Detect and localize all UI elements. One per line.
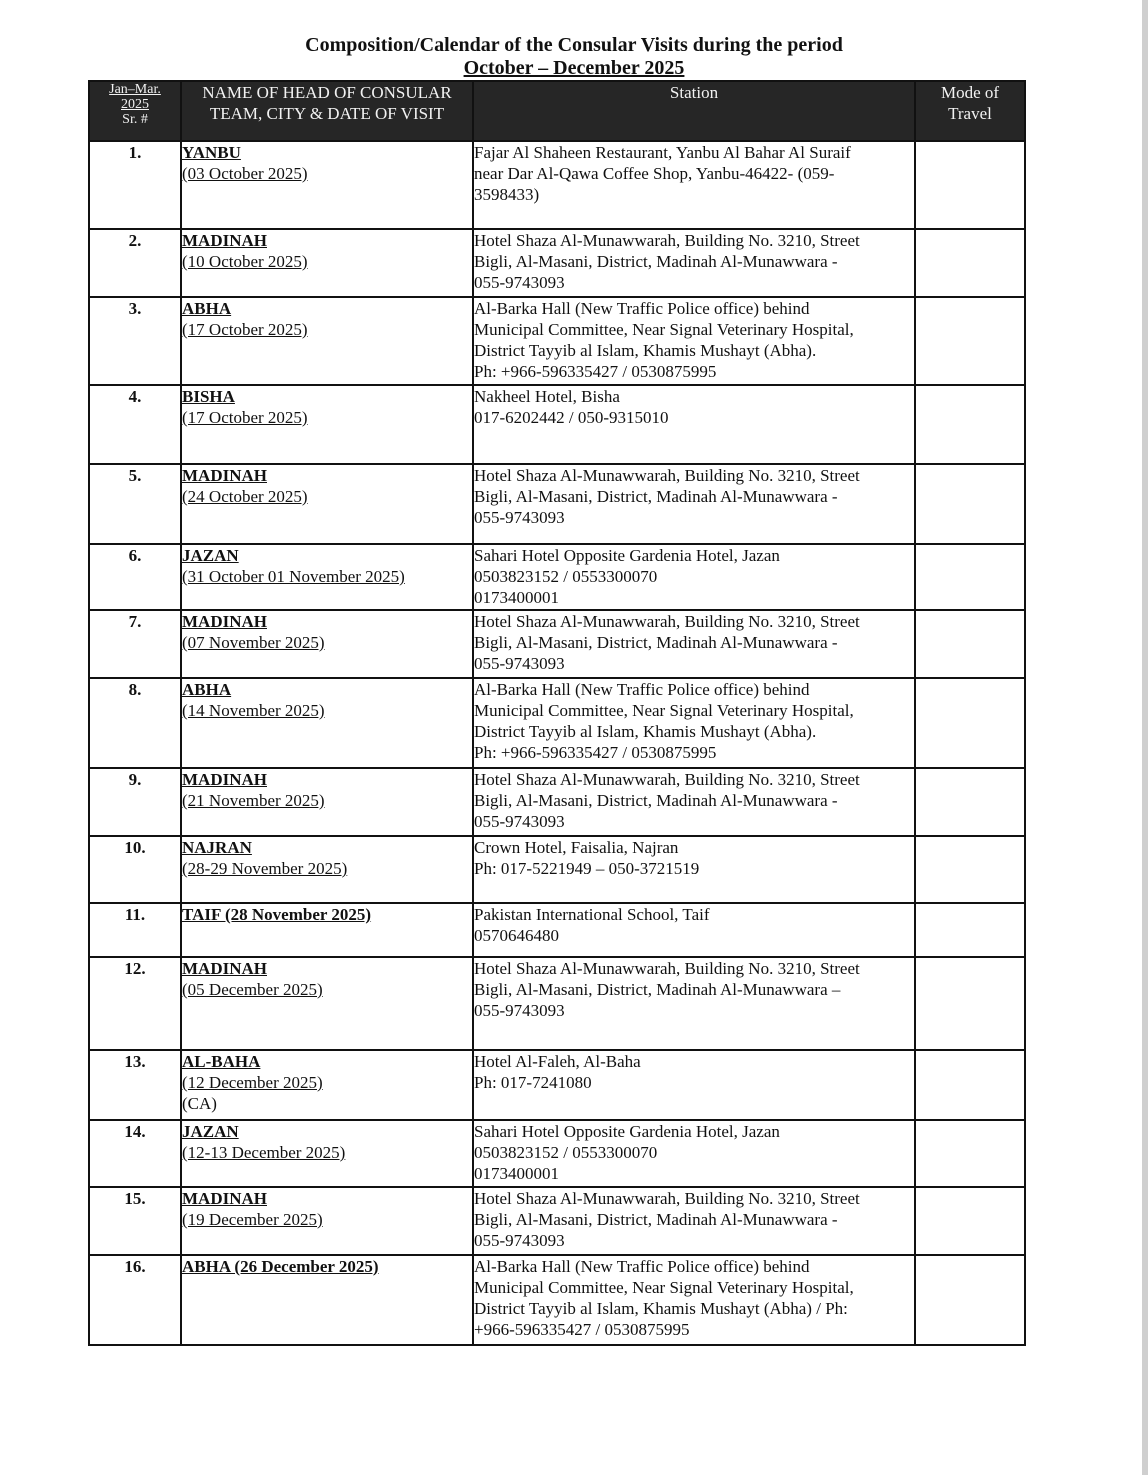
mode-of-travel-cell [915,1187,1025,1255]
station-line: District Tayyib al Islam, Khamis Mushayt (Abha). [474,341,817,360]
header-mode-line1: Mode of [940,83,1000,102]
table-row [89,297,1025,385]
title-line-2: October – December 2025 [463,57,685,79]
visit-team-cell [181,903,473,957]
station-line: Al-Barka Hall (New Traffic Police office) behind [474,680,810,699]
visit-team-cell [181,610,473,678]
visit-date: (17 October 2025) [182,408,308,427]
table-row [89,544,1025,610]
station-cell [473,229,915,297]
serial-number: 11. [89,903,181,957]
serial-number: 10. [89,836,181,903]
station-cell [473,1255,915,1345]
visit-team-cell [181,297,473,385]
visit-team-cell [181,1050,473,1120]
table-row [89,385,1025,464]
table-row [89,464,1025,544]
station-line: 017-6202442 / 050-9315010 [474,408,669,427]
station-cell [473,297,915,385]
header-mode [915,81,1025,141]
table-header-row [89,81,1025,141]
serial-number: 8. [89,678,181,768]
header-serial-line1: Jan–Mar. [109,82,161,97]
station-line: Bigli, Al-Masani, District, Madinah Al-Munawwara - [474,487,838,506]
station-cell [473,544,915,610]
station-line: Ph: +966-596335427 / 0530875995 [474,362,717,381]
station-line: Hotel Al-Faleh, Al-Baha [474,1052,641,1071]
city-name: NAJRAN [182,838,252,857]
visit-team-cell [181,1120,473,1187]
serial-number: 15. [89,1187,181,1255]
station-cell [473,141,915,229]
station-line: Hotel Shaza Al-Munawwarah, Building No. 3210, Street [474,770,860,789]
city-name: BISHA [182,387,235,406]
visit-date: (24 October 2025) [182,487,308,506]
visit-date: (12-13 December 2025) [182,1143,346,1162]
serial-number: 14. [89,1120,181,1187]
city-name: MADINAH [182,612,267,631]
station-cell [473,385,915,464]
table-row [89,610,1025,678]
city-name: MADINAH [182,466,267,485]
station-line: Sahari Hotel Opposite Gardenia Hotel, Jazan [474,546,780,565]
visit-date: (17 October 2025) [182,320,308,339]
city-name: MADINAH [182,1189,267,1208]
city-name: MADINAH [182,959,267,978]
station-line: Ph: 017-5221949 – 050-3721519 [474,859,700,878]
station-line: Ph: 017-7241080 [474,1073,592,1092]
table-row [89,678,1025,768]
visit-team-cell [181,1187,473,1255]
mode-of-travel-cell [915,610,1025,678]
station-line: Hotel Shaza Al-Munawwarah, Building No. 3210, Street [474,466,860,485]
visit-date: (12 December 2025) [182,1073,323,1092]
station-line: Fajar Al Shaheen Restaurant, Yanbu Al Bahar Al Suraif [474,143,851,162]
mode-of-travel-cell [915,1120,1025,1187]
header-name-line2: TEAM, CITY & DATE OF VISIT [209,104,445,123]
visit-note: (CA) [182,1094,217,1113]
visit-team-cell [181,544,473,610]
visit-date: (19 December 2025) [182,1210,323,1229]
serial-number: 1. [89,141,181,229]
table-row [89,1120,1025,1187]
mode-of-travel-cell [915,768,1025,836]
visit-date: (28-29 November 2025) [182,859,348,878]
station-line: Municipal Committee, Near Signal Veterinary Hospital, [474,320,854,339]
table-row [89,957,1025,1050]
station-line: 055-9743093 [474,812,565,831]
station-line: Bigli, Al-Masani, District, Madinah Al-Munawwara - [474,791,838,810]
station-line: 055-9743093 [474,273,565,292]
station-line: District Tayyib al Islam, Khamis Mushayt (Abha) / Ph: [474,1299,848,1318]
city-name: ABHA [182,680,232,699]
visit-team-cell [181,1255,473,1345]
visit-team-cell [181,464,473,544]
table-row [89,903,1025,957]
city-name: JAZAN [182,1122,239,1141]
station-line: Hotel Shaza Al-Munawwarah, Building No. 3210, Street [474,231,860,250]
page-edge [1142,0,1148,1475]
title-line-1: Composition/Calendar of the Consular Visits during the period [305,34,843,56]
visit-team-cell [181,957,473,1050]
serial-number: 12. [89,957,181,1050]
header-name-line1: NAME OF HEAD OF CONSULAR [202,83,452,102]
serial-number: 4. [89,385,181,464]
serial-number: 7. [89,610,181,678]
station-line: Bigli, Al-Masani, District, Madinah Al-Munawwara - [474,1210,838,1229]
city-name: JAZAN [182,546,239,565]
station-line: Sahari Hotel Opposite Gardenia Hotel, Jazan [474,1122,780,1141]
visit-team-cell [181,229,473,297]
station-line: Al-Barka Hall (New Traffic Police office) behind [474,299,810,318]
visit-date: (03 October 2025) [182,164,308,183]
station-line: 0503823152 / 0553300070 [474,567,658,586]
table-row [89,768,1025,836]
table-row [89,229,1025,297]
serial-number: 16. [89,1255,181,1345]
station-line: Municipal Committee, Near Signal Veterinary Hospital, [474,701,854,720]
serial-number: 9. [89,768,181,836]
header-serial-line2: 2025 [121,97,149,112]
visit-date: (31 October 01 November 2025) [182,567,405,586]
city-name: TAIF (28 November 2025) [182,905,372,924]
station-cell [473,957,915,1050]
station-line: Bigli, Al-Masani, District, Madinah Al-Munawwara – [474,980,841,999]
station-line: 3598433) [474,185,540,204]
mode-of-travel-cell [915,297,1025,385]
station-line: near Dar Al-Qawa Coffee Shop, Yanbu-46422- (059- [474,164,835,183]
serial-number: 2. [89,229,181,297]
station-line: 055-9743093 [474,1001,565,1020]
station-line: Hotel Shaza Al-Munawwarah, Building No. 3210, Street [474,612,860,631]
city-name: ABHA (26 December 2025) [182,1257,379,1276]
station-cell [473,464,915,544]
visit-team-cell [181,836,473,903]
station-line: District Tayyib al Islam, Khamis Mushayt (Abha). [474,722,817,741]
mode-of-travel-cell [915,229,1025,297]
station-line: Bigli, Al-Masani, District, Madinah Al-Munawwara - [474,252,838,271]
consular-visits-table [88,80,1026,1346]
station-line: 055-9743093 [474,508,565,527]
station-cell [473,1187,915,1255]
station-line: Hotel Shaza Al-Munawwarah, Building No. 3210, Street [474,959,860,978]
header-station [473,81,915,141]
city-name: MADINAH [182,231,267,250]
visit-date: (07 November 2025) [182,633,325,652]
station-line: 0173400001 [474,1164,559,1183]
city-name: AL-BAHA [182,1052,261,1071]
station-cell [473,1050,915,1120]
station-line: Municipal Committee, Near Signal Veterinary Hospital, [474,1278,854,1297]
station-cell [473,836,915,903]
serial-number: 13. [89,1050,181,1120]
station-line: 0570646480 [474,926,559,945]
mode-of-travel-cell [915,678,1025,768]
header-serial-line3: Sr. # [122,112,148,127]
station-line: Hotel Shaza Al-Munawwarah, Building No. 3210, Street [474,1189,860,1208]
station-line: +966-596335427 / 0530875995 [474,1320,690,1339]
table-row [89,1050,1025,1120]
header-name [181,81,473,141]
visit-team-cell [181,385,473,464]
header-serial [89,81,181,141]
visit-date: (21 November 2025) [182,791,325,810]
visit-team-cell [181,678,473,768]
header-station-label: Station [669,83,719,102]
station-line: Ph: +966-596335427 / 0530875995 [474,743,717,762]
serial-number: 5. [89,464,181,544]
mode-of-travel-cell [915,464,1025,544]
mode-of-travel-cell [915,957,1025,1050]
station-line: 055-9743093 [474,1231,565,1250]
visit-date: (10 October 2025) [182,252,308,271]
station-line: Bigli, Al-Masani, District, Madinah Al-Munawwara - [474,633,838,652]
station-cell [473,678,915,768]
station-line: 0503823152 / 0553300070 [474,1143,658,1162]
table-row [89,1255,1025,1345]
station-cell [473,610,915,678]
visit-team-cell [181,768,473,836]
mode-of-travel-cell [915,1050,1025,1120]
city-name: ABHA [182,299,232,318]
city-name: YANBU [182,143,241,162]
serial-number: 3. [89,297,181,385]
station-line: Al-Barka Hall (New Traffic Police office) behind [474,1257,810,1276]
station-cell [473,903,915,957]
mode-of-travel-cell [915,903,1025,957]
station-line: Crown Hotel, Faisalia, Najran [474,838,679,857]
table-body [89,141,1025,1345]
mode-of-travel-cell [915,385,1025,464]
serial-number: 6. [89,544,181,610]
city-name: MADINAH [182,770,267,789]
station-line: 0173400001 [474,588,559,607]
station-line: Nakheel Hotel, Bisha [474,387,620,406]
mode-of-travel-cell [915,836,1025,903]
table-row [89,141,1025,229]
mode-of-travel-cell [915,1255,1025,1345]
document-title [0,34,1148,80]
station-line: Pakistan International School, Taif [474,905,710,924]
visit-date: (14 November 2025) [182,701,325,720]
visit-team-cell [181,141,473,229]
mode-of-travel-cell [915,141,1025,229]
mode-of-travel-cell [915,544,1025,610]
header-mode-line2: Travel [948,104,992,123]
station-cell [473,768,915,836]
table-row [89,836,1025,903]
station-line: 055-9743093 [474,654,565,673]
table-row [89,1187,1025,1255]
visit-date: (05 December 2025) [182,980,323,999]
station-cell [473,1120,915,1187]
